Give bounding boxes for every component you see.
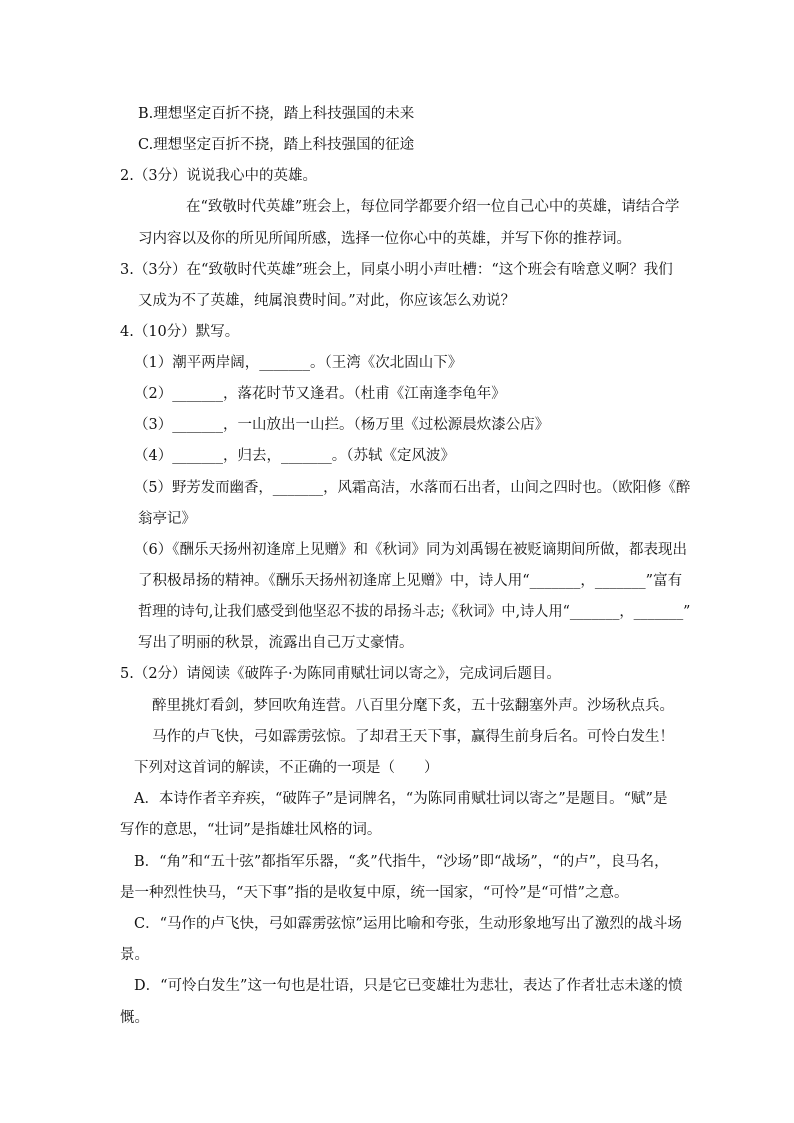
q2-text-line-1: 在“致敬时代英雄”班会上，每位同学都要介绍一位自己心中的英雄，请结合学 [186,199,680,215]
q5-option-d-line-1: D．“可怜白发生”这一句也是壮语，只是它已变雄壮为悲壮，表达了作者壮志未遂的愤 [134,978,683,994]
q2-text-line-2: 习内容以及你的所见所闻所感，选择一位你心中的英雄，并写下你的推荐词。 [138,231,631,247]
q4-item-6-line-2: 了积极昂扬的精神。《酬乐天扬州初逢席上见赠》中，诗人用“_______，_______”富有 [138,573,683,589]
q4-heading: 4.（10分）默写。 [120,324,240,340]
q4-item-5-line-1: （5）野芳发而幽香，_______，风霜高洁，水落而石出者，山间之四时也。（欧阳修《醉 [134,480,691,496]
q4-item-6-line-1: （6）《酬乐天扬州初逢席上见赠》和《秋词》同为刘禹锡在被贬谪期间所做，都表现出 [134,542,687,558]
q4-item-5-line-2: 翁亭记》 [138,511,196,527]
q3-heading: 3.（3分）在“致敬时代英雄”班会上，同桌小明小声吐槽：“这个班会有啥意义啊？我们 [120,262,673,278]
q1-option-b: B.理想坚定百折不挠，踏上科技强国的未来 [138,106,415,122]
q3-text-line-2: 又成为不了英雄，纯属浪费时间。”对此，你应该怎么劝说？ [138,293,516,309]
q5-option-c-line-2: 景。 [120,947,149,963]
q5-option-b-line-1: B．“角”和“五十弦”都指军乐器，“炙”代指牛，“沙场”即“战场”，“的卢”，良马名， [134,854,669,870]
q5-option-b-line-2: 是一种烈性快马，“天下事”指的是收复中原，统一国家，“可怜”是“可惜”之意。 [120,885,629,901]
q5-poem-line-1: 醉里挑灯看剑，梦回吹角连营。八百里分麾下炙，五十弦翻塞外声。沙场秋点兵。 [152,698,674,714]
q5-option-a-line-2: 写作的意思，“壮词”是指雄壮风格的词。 [120,822,382,838]
q5-question: 下列对这首词的解读，不正确的一项是（ ） [134,760,439,776]
q1-option-c: C.理想坚定百折不挠，踏上科技强国的征途 [138,137,415,153]
q5-option-c-line-1: C．“马作的卢飞快，弓如霹雳弦惊”运用比喻和夸张，生动形象地写出了激烈的战斗场 [134,916,682,932]
q4-item-3: （3）_______，一山放出一山拦。（杨万里《过松源晨炊漆公店》 [134,417,550,433]
q4-item-6-line-4: 写出了明丽的秋景，流露出自己万丈豪情。 [138,635,414,651]
q4-item-2: （2）_______，落花时节又逢君。（杜甫《江南逢李龟年》 [134,386,506,402]
q4-item-1: （1）潮平两岸阔，_______。（王湾《次北固山下》 [134,355,463,371]
q5-heading: 5.（2分）请阅读《破阵子·为陈同甫赋壮词以寄之》，完成词后题目。 [120,666,561,682]
q4-item-6-line-3: 哲理的诗句,让我们感受到他坚忍不拔的昂扬斗志;《秋词》中,诗人用“_______，_______” [138,604,691,620]
q2-heading: 2.（3分）说说我心中的英雄。 [120,168,318,184]
q4-item-4: （4）_______，归去，_______。（苏轼《定风波》 [134,448,455,464]
q5-poem-line-2: 马作的卢飞快，弓如霹雳弦惊。了却君王天下事，赢得生前身后名。可怜白发生！ [152,729,674,745]
q5-option-a-line-1: A．本诗作者辛弃疾，“破阵子”是词牌名，“为陈同甫赋壮词以寄之”是题目。“赋”是 [134,791,668,807]
q5-option-d-line-2: 慨。 [120,1010,149,1026]
